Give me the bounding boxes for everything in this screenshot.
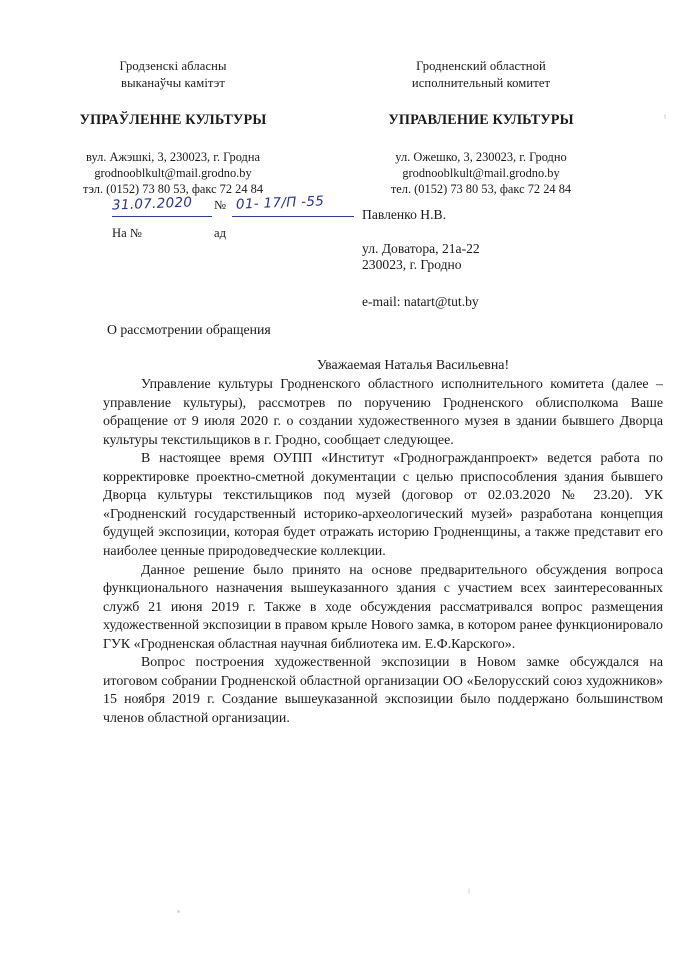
- addressee-city: 230023, г. Гродно: [362, 257, 462, 272]
- reference-number-symbol: №: [214, 198, 227, 212]
- letterhead-right-org: [336, 58, 626, 91]
- reference-date-handwritten: 31.07.2020: [111, 194, 193, 214]
- body-paragraph: Вопрос построения художественной экспозиции в Новом замке обсуждался на итоговом собрании Гродненской областной организации ОО «Белорусский союз художников» 15 ноября 2019 г. Создание вышеуказанной экспозиции было поддержано большинством членов областной организации.: [103, 655, 663, 726]
- addressee-email: e-mail: natart@tut.by: [362, 294, 479, 309]
- letterhead-left-address: вул. Ажэшкі, 3, 230023, г. Гродна: [86, 149, 260, 164]
- reference-on-number-label: На №: [112, 226, 142, 240]
- reference-number-rule: [232, 216, 354, 217]
- letterhead-right-email: grodnooblkult@mail.grodno.by: [402, 165, 560, 180]
- salutation: Уважаемая Наталья Васильевна!: [316, 358, 510, 373]
- letterhead-left-title: УПРАЎЛЕННЕ КУЛЬТУРЫ: [79, 112, 267, 128]
- letterhead-left-phone: тэл. (0152) 73 80 53, факс 72 24 84: [82, 181, 264, 196]
- body-paragraph: Управление культуры Гродненского областного исполнительного комитета (далее – управление культуры), рассмотрев по поручению Гродненского облисполкома Ваше обращение от 9 июля 2020 г. о создании художественного музея в здании бывшего Дворца культуры текстильщиков в г. Гродно, сообщает следующее.: [103, 377, 663, 448]
- letterhead-right-org-line1: Гродненский областной: [416, 59, 546, 73]
- reference-from-label: ад: [214, 226, 226, 240]
- reference-number-handwritten: 01- 17/П -55: [235, 193, 325, 213]
- body-paragraph: Данное решение было принято на основе предварительного обсуждения вопроса функционального назначения вышеуказанного здания с участием всех заинтересованных служб 21 июня 2019 г. Также в ходе обсуждения рассматривался вопрос размещения художественной экспозиции в правом крыле Нового замка, в котором ранее функционировало ГУК «Гродненская областная научная библиотека им. Е.Ф.Карского».: [103, 562, 663, 652]
- subject-line: О рассмотрении обращения: [107, 322, 271, 337]
- letterhead-right-title: УПРАВЛЕНИЕ КУЛЬТУРЫ: [388, 112, 574, 128]
- letterhead: [0, 58, 679, 197]
- letterhead-right-phone: тел. (0152) 73 80 53, факс 72 24 84: [390, 181, 572, 196]
- reference-date-rule: [112, 216, 212, 217]
- body-paragraph: В настоящее время ОУПП «Институт «Гродногражданпроект» ведется работа по корректировке проектно-сметной документации с целью приспособления здания бывшего Дворца культуры текстильщиков под музей (договор от 02.03.2020 № 23.20). УК «Гродненский государственный историко-археологический музей» разработана концепция будущей экспозиции, которая будет отражать историю Гродненщины, а также представит его наиболее ценные природоведческие коллекции.: [103, 451, 663, 559]
- letterhead-russian: [336, 58, 626, 197]
- letterhead-left-email: grodnooblkult@mail.grodno.by: [94, 165, 252, 180]
- letterhead-left-org-line1: Гродзенскі абласны: [119, 59, 227, 73]
- addressee-street: ул. Доватора, 21а-22: [362, 241, 480, 256]
- letterhead-left-org-line2: выканаўчы камітэт: [121, 75, 225, 90]
- letterhead-right-org-line2: исполнительный комитет: [411, 75, 551, 90]
- scan-speckle: [177, 910, 180, 913]
- letterhead-right-contacts: [336, 149, 626, 198]
- addressee-name: Павленко Н.В.: [362, 207, 446, 222]
- letterhead-belarusian: [38, 58, 308, 197]
- letterhead-right-address: ул. Ожешко, 3, 230023, г. Гродно: [395, 149, 567, 164]
- letter-body: [103, 357, 663, 728]
- reference-row-outgoing: [111, 193, 362, 218]
- reference-block: [111, 193, 362, 240]
- addressee-block: [362, 206, 662, 310]
- letterhead-left-org: [38, 58, 308, 91]
- scan-speckle: [468, 888, 470, 894]
- scan-speckle: [664, 114, 666, 119]
- letterhead-left-contacts: [38, 149, 308, 198]
